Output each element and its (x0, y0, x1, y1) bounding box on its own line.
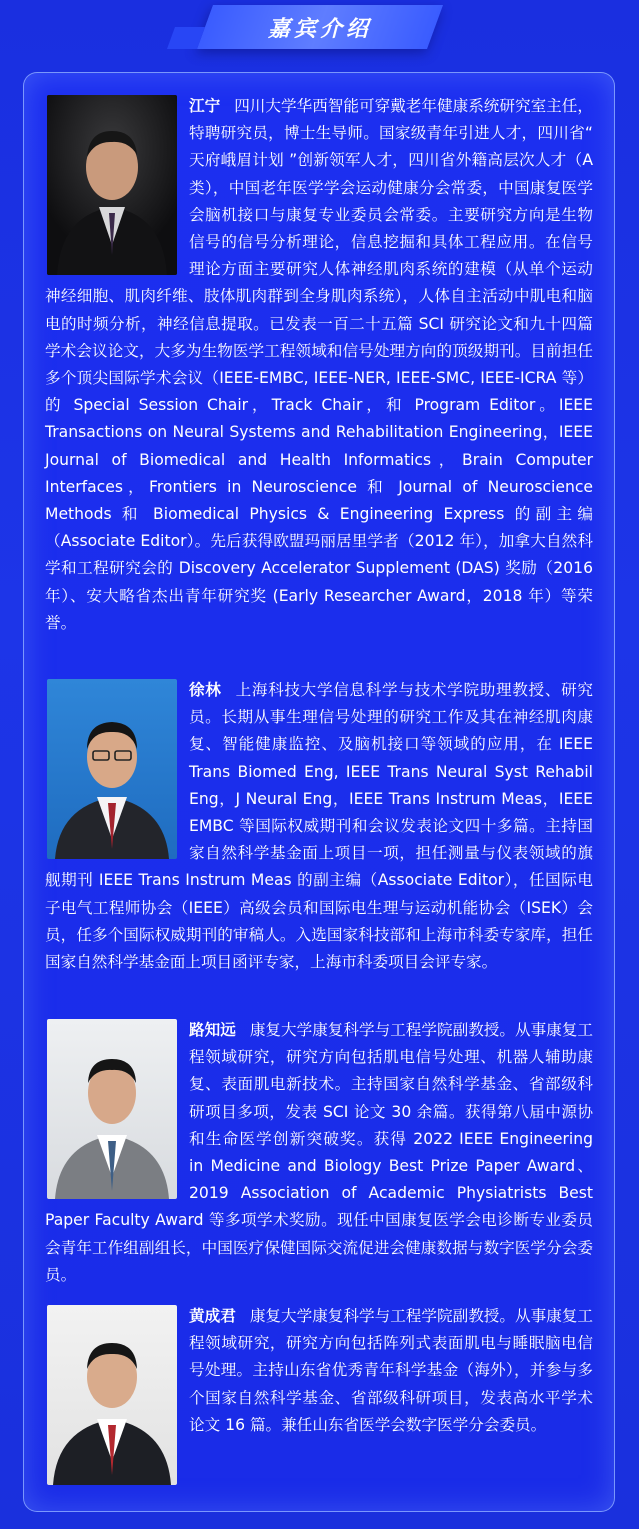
speaker-card (45, 677, 593, 976)
speaker-name: 江宁 (189, 97, 221, 115)
speaker-bio: 康复大学康复科学与工程学院副教授。从事康复工程领域研究，研究方向包括肌电信号处理、机器人辅助康复、表面肌电新技术。主持国家自然科学基金、省部级科研项目多项，发表 SCI 论文 30 余篇。获得第八届中源协和生命医学创新突破奖。获得 2022 IEEE Engineering in Medicine and Biology Best Prize Paper Award、2019 Association of Academic Physiatrists Best Paper Faculty Award 等多项学术奖励。现任中国康复医学会电诊断专业委员会青年工作组副组长，中国医疗保健国际交流促进会健康数据与数字医学分会委员。 (45, 1021, 593, 1284)
speaker-name: 徐林 (189, 681, 222, 699)
speaker-photo (47, 1305, 177, 1485)
speaker-name: 黄成君 (189, 1307, 236, 1325)
speaker-photo (47, 95, 177, 275)
speaker-photo (47, 679, 177, 859)
speaker-card (45, 93, 593, 637)
speaker-card (45, 1017, 593, 1289)
section-title: 嘉宾介绍 (267, 16, 372, 42)
speaker-bio: 上海科技大学信息科学与技术学院助理教授、研究员。长期从事生理信号处理的研究工作及其在神经肌肉康复、智能健康监控、及脑机接口等领域的应用，在 IEEE Trans Biomed Eng, IEEE Trans Neural Syst Rehabil Eng，J Neural Eng，IEEE Trans Instrum Meas，IEEE EMBC 等国际权威期刊和会议发表论文四十多篇。主持国家自然科学基金面上项目一项，担任测量与仪表领域的旗舰期刊 IEEE Trans Instrum Meas 的副主编（Associate Editor），任国际电子电气工程师协会（IEEE）高级会员和国际电生理与运动机能协会（ISEK）会员，任多个国际权威期刊的审稿人。入选国家科技部和上海市科委专家库，担任国家自然科学基金面上项目函评专家，上海市科委项目会评专家。 (45, 681, 593, 972)
speaker-bio: 康复大学康复科学与工程学院副教授。从事康复工程领域研究，研究方向包括阵列式表面肌电与睡眠脑电信号处理。主持山东省优秀青年科学基金（海外），并参与多个国家自然科学基金、省部级科研项目，发表高水平学术论文 16 篇。兼任山东省医学会数字医学分会委员。 (189, 1307, 593, 1434)
speaker-card (45, 1303, 593, 1489)
speaker-name: 路知远 (189, 1021, 236, 1039)
speaker-photo (47, 1019, 177, 1199)
speaker-bio: 四川大学华西智能可穿戴老年健康系统研究室主任，特聘研究员，博士生导师。国家级青年引进人才，四川省“ 天府峨眉计划 ”创新领军人才，四川省外籍高层次人才（A 类），中国老年医学学会运动健康分会常委，中国康复医学会脑机接口与康复专业委员会常委。主要研究方向是生物信号的信号分析理论，信息挖掘和具体工程应用。在信号理论方面主要研究人体神经肌肉系统的建模（从单个运动神经细胞、肌肉纤维、肢体肌肉群到全身肌肉系统），人体自主活动中肌电和脑电的时频分析，神经信息提取。已发表一百二十五篇 SCI 研究论文和九十四篇学术会议论文，大多为生物医学工程领域和信号处理方向的顶级期刊。目前担任多个顶尖国际学术会议（IEEE-EMBC, IEEE-NER, IEEE-SMC, IEEE-ICRA 等）的 Special Session Chair，Track Chair，和 Program Editor。IEEE Transactions on Neural Systems and Rehabilitation Engineering，IEEE Journal of Biomedical and Health Informatics，Brain Computer Interfaces，Frontiers in Neuroscience 和 Journal of Neuroscience Methods 和 Biomedical Physics & Engineering Express 的副主编（Associate Editor）。先后获得欧盟玛丽居里学者（2012 年），加拿大自然科学和工程研究会的 Discovery Accelerator Supplement (DAS) 奖励（2016 年）、安大略省杰出青年研究奖 (Early Researcher Award，2018 年）等荣誉。 (45, 97, 593, 632)
